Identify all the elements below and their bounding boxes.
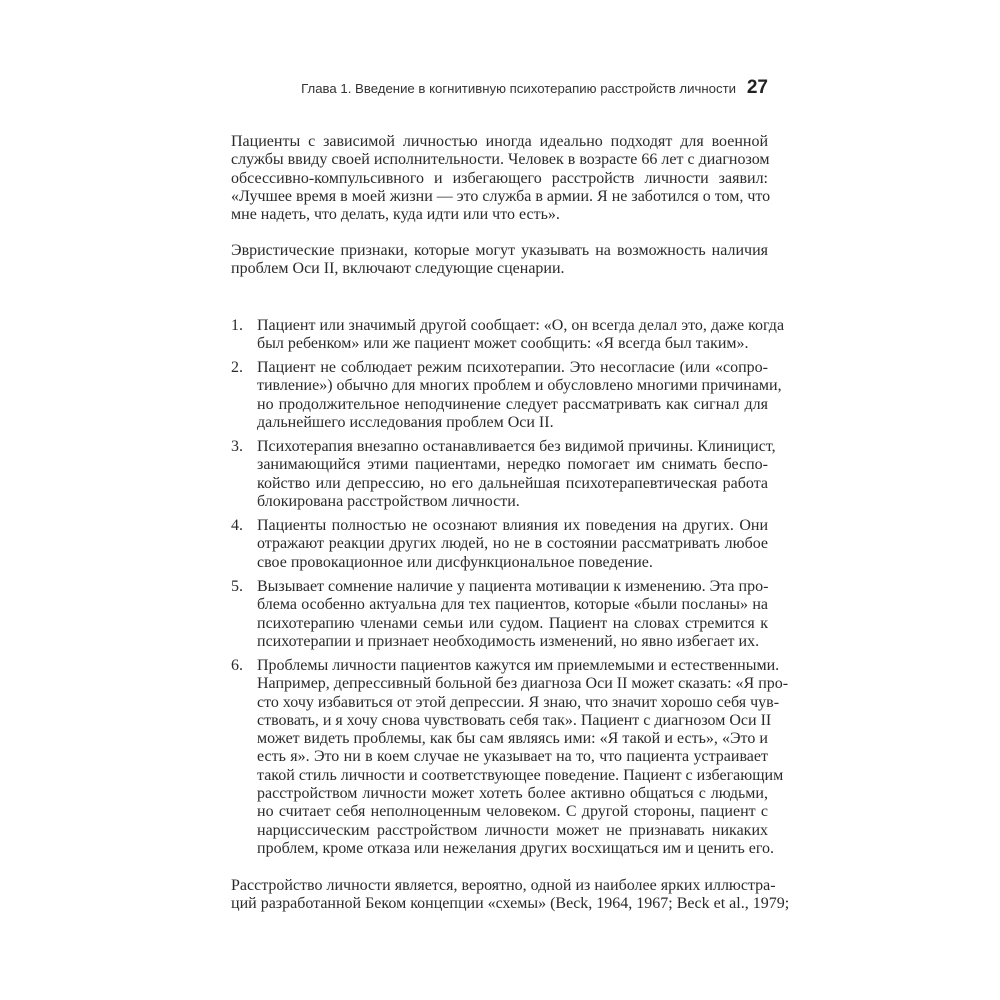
running-header (231, 78, 768, 100)
text-line: Пациент не соблюдает режим психотерапии. Это несогласие (или «сопро- (257, 359, 768, 376)
text-line: блема особенно актуальна для тех пациентов, которые «были посланы» на (257, 596, 768, 614)
text-line: койство или депрессию, но его дальнейшая психотерапевтическая работа (257, 474, 768, 492)
text-line: Эвристические признаки, которые могут указывать на возможность наличия (231, 242, 768, 259)
text-line: нарциссическим расстройством личности может не признавать никаких (257, 821, 768, 839)
chapter-title: Глава 1. Введение в когнитивную психотерапию расстройств личности (301, 81, 736, 96)
text-line: был ребенком» или же пациент может сообщить: «Я всегда был таким». (257, 335, 749, 353)
text-line: психотерапию членами семьи или судом. Пациент на словах стремится к (257, 614, 768, 632)
text-line: есть я». Это ни в коем случае не указывает на то, что пациента устраивает (257, 748, 768, 766)
list-item-text (257, 438, 776, 511)
text-line: Например, депрессивный больной без диагноза Оси II может сказать: «Я про- (257, 675, 789, 693)
list-item (231, 517, 768, 572)
text-line: может видеть проблемы, как бы сам являясь ими: «Я такой и есть», «Это и (257, 730, 768, 748)
text-line: свое провокационное или дисфункциональное поведение. (257, 553, 653, 571)
list-number: 4. (231, 517, 243, 534)
text-line: Расстройство личности является, вероятно, одной из наиболее ярких иллюстра- (231, 877, 776, 894)
text-line: но считает себя неполноценным человеком. С другой стороны, пациент с (257, 803, 768, 821)
text-line: расстройством личности может хотеть более активно общаться с людьми, (257, 785, 768, 803)
text-line: но продолжительное неподчинение следует рассматривать как сигнал для (257, 395, 768, 413)
list-item (231, 438, 776, 511)
text-line: обсессивно-компульсивного и избегающего расстройств личности заявил: (231, 169, 768, 187)
text-line: блокирована расстройством личности. (257, 492, 520, 510)
list-number: 3. (231, 438, 243, 455)
text-line: занимающийся этими пациентами, нередко помогает им снимать беспо- (257, 456, 768, 474)
text-line: проблем, кроме отказа или нежелания других восхищаться им и ценить его. (257, 839, 775, 857)
text-line: Психотерапия внезапно останавливается без видимой причины. Клиницист, (257, 438, 776, 455)
list-item-text (257, 359, 782, 432)
text-line: ций разработанной Беком концепции «схемы» (Beck, 1964, 1967; Beck et al., 1979; (231, 895, 790, 913)
text-line: Пациенты полностью не осознают влияния их поведения на других. Они (257, 517, 768, 534)
list-item (231, 578, 768, 651)
list-item (231, 657, 789, 858)
list-item-text (257, 317, 785, 354)
text-line: Пациент или значимый другой сообщает: «О, он всегда делал это, даже когда (257, 317, 785, 334)
text-line: такой стиль личности и соответствующее поведение. Пациент с избегающим (257, 766, 784, 784)
text-line: Вызывает сомнение наличие у пациента мотивации к изменению. Эта про- (257, 578, 769, 595)
page-number: 27 (746, 77, 768, 98)
text-line: отражают реакции других людей, но не в состоянии рассматривать любое (257, 535, 768, 553)
text-line: сто хочу избавиться от этой депрессии. Я знаю, что значит хорошо себя чув- (257, 693, 780, 711)
text-line: Проблемы личности пациентов кажутся им приемлемыми и естественными. (257, 657, 780, 674)
paragraph-military-service (231, 133, 771, 224)
list-item-text (257, 657, 789, 858)
list-item-text (257, 517, 768, 572)
text-line: проблем Оси II, включают следующие сценарии. (231, 260, 565, 278)
list-item (231, 317, 785, 354)
list-number: 1. (231, 317, 243, 334)
paragraph-schema-concept (231, 877, 790, 914)
paragraph-heuristic-signs (231, 242, 768, 279)
list-item (231, 359, 782, 432)
text-line: «Лучшее время в моей жизни — это служба в армии. Я не заботился о том, что (231, 187, 771, 205)
list-number: 2. (231, 359, 243, 376)
text-line: психотерапии и признает необходимость изменений, но явно избегает их. (257, 632, 760, 650)
text-line: мне надеть, что делать, куда идти или что есть». (231, 206, 560, 224)
list-number: 6. (231, 657, 243, 674)
text-line: Пациенты с зависимой личностью иногда идеально подходят для военной (231, 133, 768, 150)
text-line: ствовать, и я хочу снова чувствовать себя так». Пациент с диагнозом Оси II (257, 711, 772, 729)
list-item-text (257, 578, 768, 651)
list-number: 5. (231, 578, 243, 595)
text-line: тивление») обычно для многих проблем и обусловлено многими причинами, (257, 377, 782, 395)
text-line: дальнейшего исследования проблем Оси II. (257, 413, 554, 431)
text-line: службы ввиду своей исполнительности. Человек в возрасте 66 лет с диагнозом (231, 151, 770, 169)
